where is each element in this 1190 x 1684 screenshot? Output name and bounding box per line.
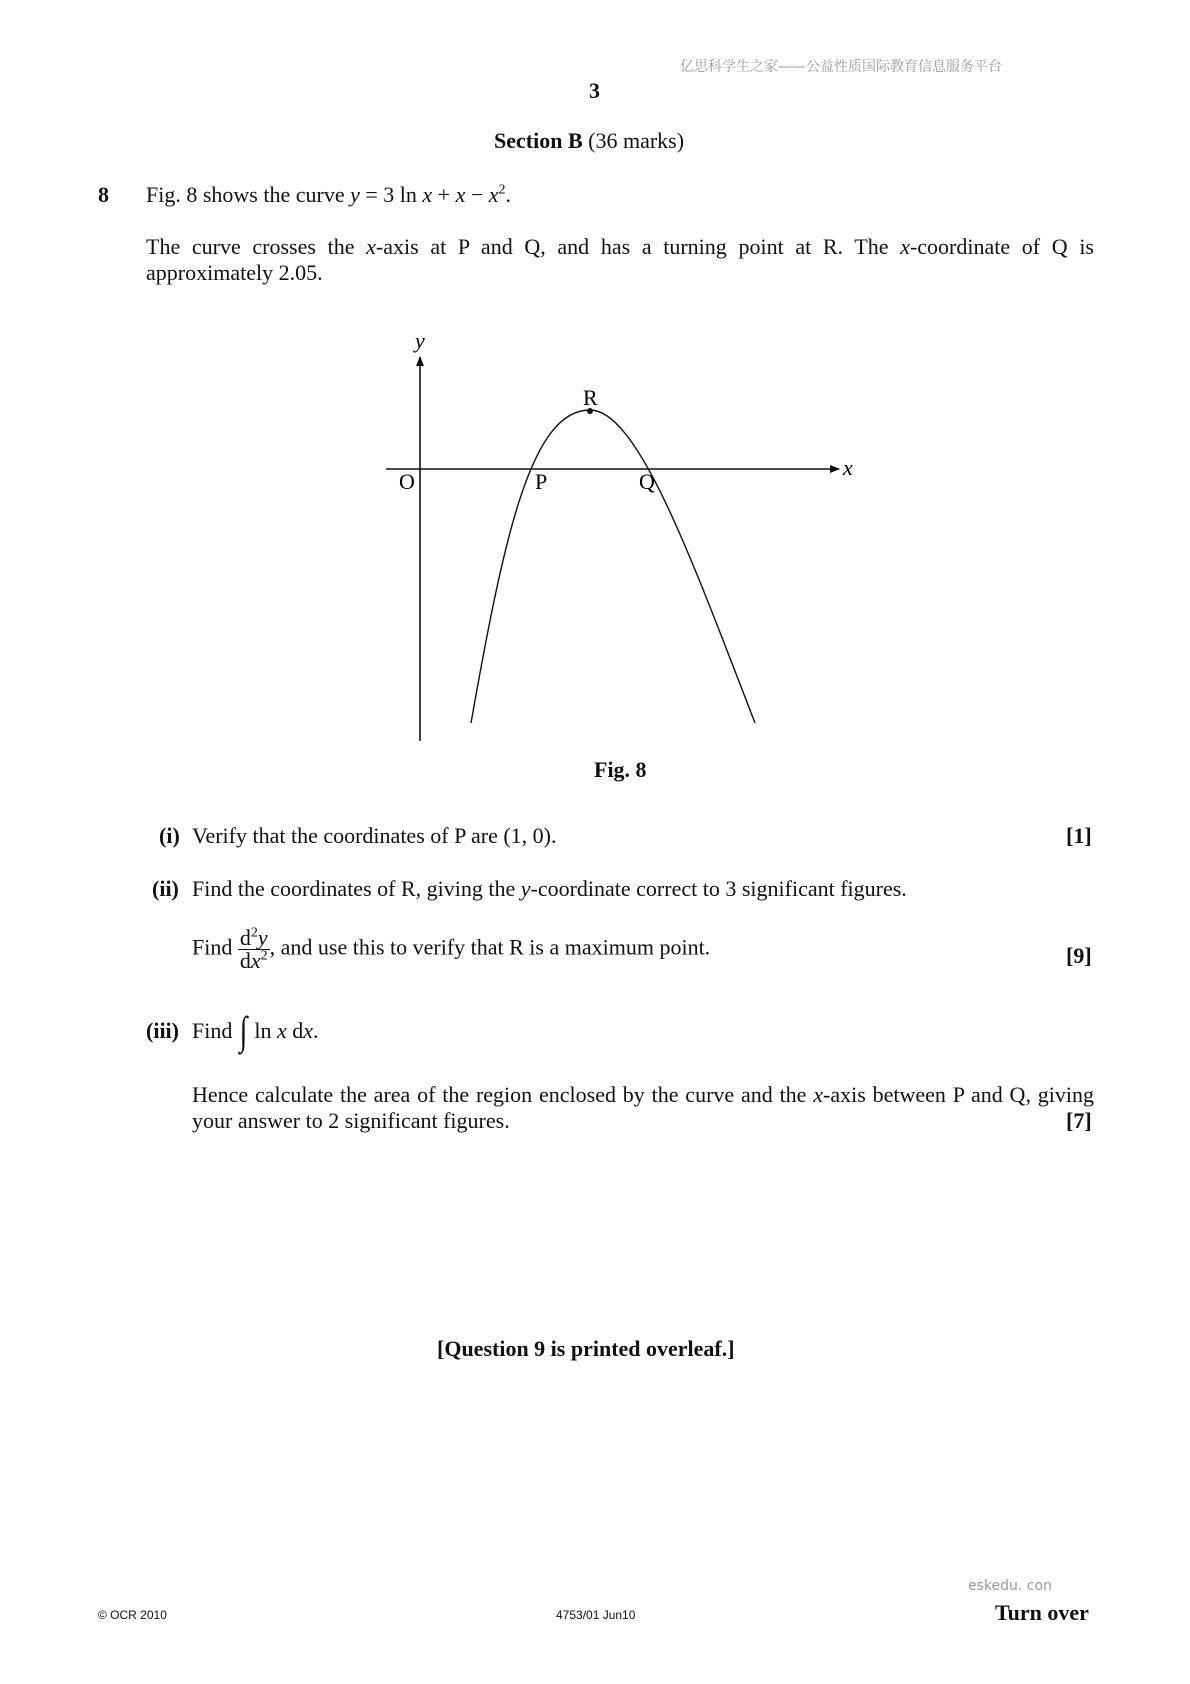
point-q-label: Q [639,469,655,494]
integral-d: d [286,1018,304,1043]
section-title-marks: (36 marks) [582,128,685,153]
eq-x1: x [422,182,433,207]
bottom-watermark: eskedu. con [968,1578,1052,1594]
integral-dx: x [303,1018,313,1043]
part-ii-text-c: , and use this to verify that R is a maximum point. [269,934,711,960]
integral-ln: ln [248,1018,277,1043]
section-title-bold: Section B [494,128,583,153]
part-ii-text [192,876,907,902]
paper-code: 4753/01 Jun10 [556,1608,636,1622]
desc-text-1: The curve crosses the [146,234,367,259]
part-ii-label: (ii) [152,876,179,901]
part-iii-integral-line [192,1008,319,1053]
part-ii-find: Find [192,934,238,960]
part-iii-label: (iii) [146,1018,179,1043]
integral-x: x [276,1018,287,1043]
part-iii-hence-text [192,1082,1094,1134]
origin-label: O [399,469,415,494]
desc-x-2: x [900,234,910,259]
desc-x-1: x [366,234,376,259]
part-iii-marks: [7] [1066,1108,1092,1133]
desc-text-2: -axis at P and Q, and has a turning point at R. The [375,234,901,259]
den-exp: 2 [260,948,268,964]
part-i-text: Verify that the coordinates of P are (1, 0). [192,823,557,848]
continuation-note: [Question 9 is printed overleaf.] [437,1336,735,1361]
integral-end: . [312,1018,319,1043]
eq-x2: x [455,182,466,207]
hence-x: x [813,1082,824,1107]
eq-y: y [350,182,360,207]
eq-exponent: 2 [498,182,506,198]
y-axis-label: y [415,328,425,353]
part-ii-marks: [9] [1066,943,1092,968]
question-number: 8 [98,182,109,207]
den-x: x [250,948,261,973]
fraction-denominator [238,950,270,972]
eq-plus: + [432,182,456,207]
part-iii-find: Find [192,1018,238,1043]
part-ii-y: y [520,876,531,901]
point-r-label: R [583,385,598,410]
num-d: d [239,925,251,950]
hence-text-b: -axis between P and Q, giving your answer to 2 significant figures. [192,1082,1094,1133]
eq-minus: − [465,182,489,207]
intro-text: Fig. 8 shows the curve [146,182,351,207]
turn-over: Turn over [995,1600,1089,1625]
part-i-marks: [1] [1066,823,1092,848]
top-watermark: 亿思科学生之家——公益性质国际教育信息服务平台 [680,59,1002,75]
part-i-label: (i) [159,823,180,848]
num-exp: 2 [250,925,258,941]
curve [471,410,755,723]
second-derivative-fraction [238,927,270,972]
point-p-label: P [535,469,548,494]
eq-x3: x [488,182,499,207]
x-axis-label: x [843,455,853,480]
part-ii-second-derivative-line [192,927,710,972]
desc-text-3: -coordinate of Q is approximately 2.05. [146,234,1094,285]
den-d: d [239,948,251,973]
fraction-numerator [238,927,270,950]
page-number: 3 [589,78,600,103]
hence-text-a: Hence calculate the area of the region enclosed by the curve and the [192,1082,814,1107]
copyright: © OCR 2010 [98,1608,167,1622]
integral-sign: ∫ [239,1008,248,1053]
eq-part: = 3 ln [359,182,423,207]
num-y: y [257,925,268,950]
eq-end: . [505,182,512,207]
part-ii-text-a: Find the coordinates of R, giving the [192,876,521,901]
part-ii-text-b: -coordinate correct to 3 significant figures. [530,876,907,901]
figure-caption: Fig. 8 [594,757,647,782]
